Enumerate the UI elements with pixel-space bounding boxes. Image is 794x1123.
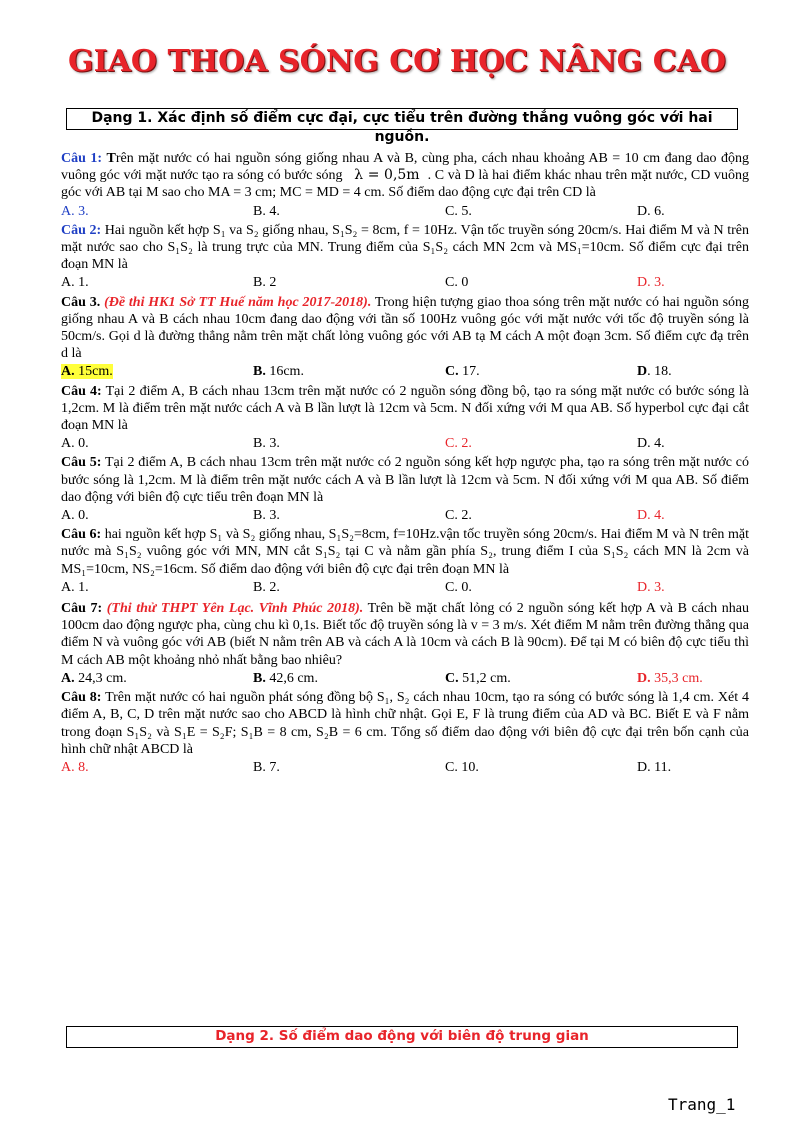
question-3-option-c-letter: C. xyxy=(445,364,459,380)
question-3-option-b-value: 16cm. xyxy=(269,364,304,380)
page-title: GIAO THOA SÓNG CƠ HỌC NÂNG CAO xyxy=(67,44,727,79)
question-2-options xyxy=(61,274,749,291)
question-5-text: Tại 2 điểm A, B cách nhau 13cm trên mặt nước có 2 nguồn sóng kết hợp ngược pha, tạo ra sóng trên mặt nước có bước sóng là 1,2cm. M là điểm trên mặt nước cách A và B lần lượt là 12cm và 5cm. N đối xứng với M qua AB. Số điểm dao động với biên độ cực tiểu trên đoạn MN là xyxy=(61,455,749,505)
question-6-option-d[interactable]: D. 3. xyxy=(637,579,665,595)
question-6-label: Câu 6: xyxy=(61,527,102,543)
question-3-option-a[interactable] xyxy=(61,363,253,380)
question-7-option-c[interactable] xyxy=(445,670,637,687)
question-8-options xyxy=(61,759,749,776)
question-1-first-letter: T xyxy=(106,151,116,166)
question-4-label: Câu 4: xyxy=(61,383,102,399)
question-2-option-b[interactable]: B. 2 xyxy=(253,275,277,291)
question-3-option-a-value: 15cm. xyxy=(78,364,113,380)
question-8-option-c[interactable]: C. 10. xyxy=(445,759,479,775)
question-5-options xyxy=(61,507,749,524)
question-3-source: (Đề thi HK1 Sở TT Huế năm học 2017-2018). xyxy=(104,294,372,310)
question-7-option-d[interactable] xyxy=(637,670,794,687)
question-5-option-b[interactable]: B. 3. xyxy=(253,508,280,524)
question-3-option-a-letter: A. xyxy=(61,364,75,380)
question-3-option-d-letter: D xyxy=(637,364,648,380)
question-1-option-b[interactable]: B. 4. xyxy=(253,203,280,219)
question-7-option-a[interactable] xyxy=(61,670,253,687)
question-3-option-c[interactable] xyxy=(445,363,637,380)
lambda-formula: λ = 0,5m xyxy=(354,167,420,184)
question-6-option-a[interactable]: A. 1. xyxy=(61,579,89,595)
question-1-text-b: . C và D là hai điểm khác nhau trên mặt nước, CD vuông góc với AB tại M sao cho MA = 3 cm; MC = MD = 4 cm. Số điểm dao động cực đại trên CD là xyxy=(61,168,750,201)
question-4-options xyxy=(61,435,749,452)
question-7-option-c-letter: C. xyxy=(445,670,459,686)
question-7-option-d-value: 35,3 cm. xyxy=(654,670,703,686)
question-8-label: Câu 8: xyxy=(61,690,102,706)
question-7-option-b[interactable] xyxy=(253,670,445,687)
question-1-label: Câu 1: xyxy=(61,151,103,166)
question-6-options xyxy=(61,579,749,596)
question-1-text-a: rên mặt nước có hai nguồn sóng giống nhau A và B, cùng pha, cách nhau khoảng AB = 10 cm đang dao động vuông góc với mặt nước tạo ra sóng có bước sóng xyxy=(61,151,749,184)
question-1-option-d[interactable]: D. 6. xyxy=(637,203,665,219)
question-7-text: Trên bề mặt chất lỏng có 2 nguồn sóng kết hợp A và B cách nhau 100cm dao động ngược pha, cùng chu kì 0,1s. Biết tốc độ truyền sóng là v = 3 m/s. Xét điểm M nằm trên đường thẳng qua điểm N và vuông góc với AB (biết N nằm trên AB và cách A là 10cm và cách B là 90cm). Để tại M có biên độ cực tiểu thì M cách AB một khoảng nhỏ nhất bằng bao nhiêu? xyxy=(61,601,749,668)
question-1-option-a[interactable]: A. 3. xyxy=(61,203,89,219)
question-7 xyxy=(61,600,749,669)
question-2 xyxy=(61,222,749,274)
question-5-option-d[interactable]: D. 4. xyxy=(637,508,665,524)
question-7-source: (Thi thử THPT Yên Lạc. Vĩnh Phúc 2018). xyxy=(106,601,364,617)
question-5 xyxy=(61,454,749,506)
question-7-option-a-letter: A. xyxy=(61,670,75,686)
question-4-option-c[interactable]: C. 2. xyxy=(445,436,472,452)
question-7-option-b-value: 42,6 cm. xyxy=(269,670,318,686)
question-6-option-b[interactable]: B. 2. xyxy=(253,579,280,595)
question-2-label: Câu 2: xyxy=(61,222,102,238)
question-5-label: Câu 5: xyxy=(61,455,102,471)
question-6 xyxy=(61,526,749,578)
section-heading-dang-2: Dạng 2. Số điểm dao động với biên độ trung gian xyxy=(66,1026,738,1048)
question-8-text: Trên mặt nước có hai nguồn phát sóng đồng bộ S₁, S₂ cách nhau 10cm, tạo ra sóng có bước sóng là 1,4 cm. Xét 4 điểm A, B, C, D trên mặt nước sao cho ABCD là hình chữ nhật. Gọi E, F là trung điểm của AD và BC. Biết E và F nằm trong đoạn S₁S₂ và S₁E = S₂F; S₁B = 8 cm, S₂B = 6 cm. Tổng số điểm dao động với biên độ cực đại trên bốn cạnh của hình chữ nhật ABCD là xyxy=(61,690,749,757)
question-8-option-a[interactable]: A. 8. xyxy=(61,759,89,775)
question-3-label: Câu 3. xyxy=(61,294,101,310)
question-7-option-c-value: 51,2 cm. xyxy=(462,670,511,686)
question-3-option-b-letter: B. xyxy=(253,364,266,380)
question-7-label: Câu 7: xyxy=(61,601,103,617)
question-3-options xyxy=(61,363,749,380)
question-8 xyxy=(61,689,749,758)
question-1-options xyxy=(61,203,749,220)
question-2-option-a[interactable]: A. 1. xyxy=(61,275,89,291)
question-6-text: hai nguồn kết hợp S₁ và S₂ giống nhau, S₁S₂=8cm, f=10Hz.vận tốc truyền sóng 20cm/s. Hai điểm M và N trên mặt nước mà S₁S₂ vuông góc với MN, MN cắt S₁S₂ tại C và nằm gần phía S₂, trung điểm I của S₁S₂ cách MN là 2cm và MS₁=10cm, NS₂=16cm. Số điểm dao động với biên độ cực đại trên đoạn MN là xyxy=(61,527,750,577)
question-8-option-b[interactable]: B. 7. xyxy=(253,759,280,775)
question-4-option-a[interactable]: A. 0. xyxy=(61,436,89,452)
question-3-option-d[interactable] xyxy=(637,363,794,380)
question-4 xyxy=(61,383,749,435)
question-1-option-c[interactable]: C. 5. xyxy=(445,203,472,219)
question-7-option-d-letter: D. xyxy=(637,670,651,686)
question-2-text: Hai nguồn kết hợp S₁ va S₂ giống nhau, S₁S₂ = 8cm, f = 10Hz. Vận tốc truyền sóng 20cm/s. Hai điểm M và N trên mặt nước sao cho S₁S₂ là trung trực của MN. Trung điểm của S₁S₂ cách MN 2cm và MS₁=10cm. Số điểm cực đại trên đoạn MN là xyxy=(61,222,750,273)
question-6-option-c[interactable]: C. 0. xyxy=(445,579,472,595)
question-3-option-d-value: . 18. xyxy=(647,364,672,380)
question-7-option-b-letter: B. xyxy=(253,670,266,686)
question-5-option-c[interactable]: C. 2. xyxy=(445,508,472,524)
question-3-option-b[interactable] xyxy=(253,363,445,380)
question-4-option-b[interactable]: B. 3. xyxy=(253,436,280,452)
question-2-option-d[interactable]: D. 3. xyxy=(637,275,665,291)
section-heading-dang-1: Dạng 1. Xác định số điểm cực đại, cực tiểu trên đường thẳng vuông góc với hai nguồn. xyxy=(66,108,738,130)
question-3 xyxy=(61,294,749,363)
question-1 xyxy=(61,150,749,202)
question-4-text: Tại 2 điểm A, B cách nhau 13cm trên mặt nước có 2 nguồn sóng đồng bộ, tạo ra sóng mặt nước có bước sóng là 1,2cm. M là điểm trên mặt nước cách A và B lần lượt là 12cm và 5cm. N đối xứng với M qua AB. Số hyperbol cực đại cắt đoạn MN là xyxy=(61,383,749,434)
question-4-option-d[interactable]: D. 4. xyxy=(637,436,665,452)
question-2-option-c[interactable]: C. 0 xyxy=(445,275,469,291)
question-5-option-a[interactable]: A. 0. xyxy=(61,508,89,524)
question-list xyxy=(61,150,749,778)
question-7-option-a-value: 24,3 cm. xyxy=(78,670,127,686)
question-3-option-c-value: 17. xyxy=(462,364,480,380)
page-number: Trang_1 xyxy=(668,1095,736,1114)
question-7-options xyxy=(61,670,749,687)
question-3-text: Trong hiện tượng giao thoa sóng trên mặt nước có hai nguồn sóng giống nhau A và B cách nhau 10cm đang dao động với tần số 100Hz vuông góc với mặt nước với tốc độ truyền sóng là 50cm/s. Gọi d là đường thẳng nằm trên mặt chất lỏng vuông góc với AB tạ M cách A một đoạn 3cm. Số điểm cực đạ trên d là xyxy=(61,294,750,362)
question-8-option-d[interactable]: D. 11. xyxy=(637,759,672,775)
